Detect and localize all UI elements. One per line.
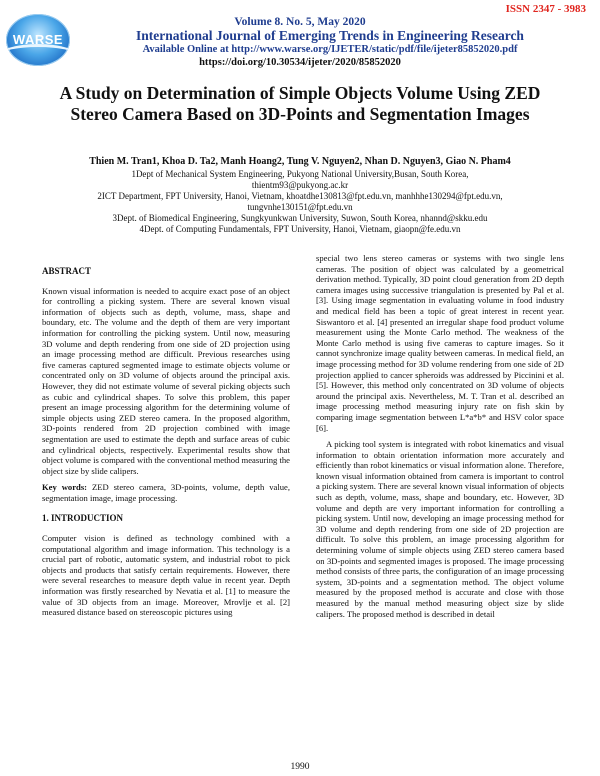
right-column (316, 253, 564, 625)
affiliation-1: 1Dept of Mechanical System Engineering, Pukyong National University,Busan, South Korea, (131, 169, 469, 179)
right-paragraph-2: A picking tool system is integrated with robot kinematics and visual information to obtain orientation information more accurately and efficiently than robot kinematics or visual information alone. Therefore, known visual information obtained from camera is important to control a picking system. There are several known visual information of objects such as depth, volume, mass, shape and boundary, etc. However, 3D volume and depth are very important information for controlling a picking system. Until now, developing an image processing method for 3D volume and depth rendering from one side of 2D projection are difficult. To solve this problem, an image processing algorithm for determining volume of simple objects using ZED stereo camera based on 3D-points and segmented images is proposed. The image processing method consists of three parts, the configuration of an image processing system, 3D-points and a segmentation method. The object volume measured by the proposed method is accurate and close with those measured by the manual method measuring object size by slide calipers. The proposed method is described in detail (316, 439, 564, 619)
keywords-label: Key words: (42, 482, 88, 493)
affiliation-1-email: thientm93@pukyong.ac.kr (251, 180, 349, 190)
logo-text: WARSE (12, 32, 64, 47)
author-list: Thien M. Tran1, Khoa D. Ta2, Manh Hoang2, Tung V. Nguyen2, Nhan D. Nguyen3, Giao N. Pham4 (89, 156, 511, 167)
right-paragraph-1: special two lens stereo cameras or systems with two single lens cameras. The position of object was calculated by a geometrical derivation method. Typically, 3D point cloud generation from 2D depth camera images using successive triangulation is presented by Pal et al. [3]. Using image segmentation in evaluating volume in food industry and medical field has been a topic of great interest in recent year. Siswantoro et al. [4] presented an irregular shape food product volume measurement using the Monte Carlo method. The weakness of the Monte Carlo method is using five cameras to capture images. So it cannot synchronize image quality between cameras. In medical field, an image processing method for 3D volume rendering from one side of 2D projection applied to cancer spheroids was addressed by Piccinini et al. [5]. However, this method only concentrated on 3D volume of objects around the principal axis. Nevertheless, M. T. Tran et al. described an image processing method measuring injury rate on fish skin by comparing image segmentation between L*a*b* and HSV color space [6]. (316, 253, 564, 433)
affiliation-2-email: tungvnhe130151@fpt.edu.vn (247, 202, 353, 212)
introduction-heading: 1. INTRODUCTION (42, 513, 124, 524)
left-column (42, 266, 290, 624)
keywords (42, 482, 290, 503)
introduction-paragraph: Computer vision is defined as technology combined with a computational algorithm and image information. This technology is a crucial part of robotic, automatic system, and industrial robot to pick objects and products that satisfy certain requirements. However, there were several researches to measure depth value in recent year. Depth information was firstly researched by Nevatia et al. [1] to measure the value of 3D objects from an image. Moreover, Mrovlje et al. [2] measured distance based on stereoscopic pictures using (42, 533, 290, 618)
affiliation-2: 2ICT Department, FPT University, Hanoi, Vietnam, khoatdhe130813@fpt.edu.vn, manhhhe130294@fpt.edu.vn, (97, 191, 503, 201)
journal-header (0, 0, 600, 70)
paper-title: A Study on Determination of Simple Objects Volume Using ZED Stereo Camera Based on 3D-Points and Segmentation Images (59, 83, 541, 124)
doi-link[interactable]: https://doi.org/10.30534/ijeter/2020/85852020 (199, 57, 401, 68)
keywords-text: ZED stereo camera, 3D-points, volume, depth value, segmentation image, image processing. (42, 482, 291, 503)
affiliation-4: 4Dept. of Computing Fundamentals, FPT University, Hanoi, Vietnam, giaopn@fe.edu.vn (139, 224, 461, 234)
abstract-heading: ABSTRACT (42, 266, 92, 276)
abstract-text: Known visual information is needed to acquire exact pose of an object for controlling a picking system. There are several known visual information of objects such as depth, volume, mass, shape and boundary, etc. The volume and the depth of them are very important information for controlling the picking system. Until now, measuring 3D volume and depth rendering from one side of 2D projection using an image processing method are difficult. Previous researches using five cameras captured segmented image to estimate objects volume or concentrated only on 3D volume of objects around the principal axis. However, they did not estimate volume of several picking objects such as cubic and cylindrical shapes. To solve this problem, this paper present an image processing algorithm for the determining volume of simple objects using ZED stereo camera. In the proposed algorithm, 3D-points rendered from 2D projection combined with image segmentation are used to estimate the depth and surface areas of cubic and cylindrical objects, respectively. Experimental results show that object volume is compared with the conventional method measuring the object size by slide calipers. (42, 285, 290, 476)
availability-link[interactable]: Available Online at http://www.warse.org/IJETER/static/pdf/file/ijeter85852020.pdf (142, 44, 518, 55)
volume-info: Volume 8. No. 5, May 2020 (234, 16, 366, 28)
issn-label: ISSN 2347 - 3983 (505, 3, 586, 15)
affiliation-3: 3Dept. of Biomedical Engineering, Sungkyunkwan University, Suwon, South Korea, nhannd@skku.edu (112, 213, 488, 223)
page-number: 1990 (290, 762, 310, 772)
journal-name: International Journal of Emerging Trends in Engineering Research (136, 28, 524, 43)
